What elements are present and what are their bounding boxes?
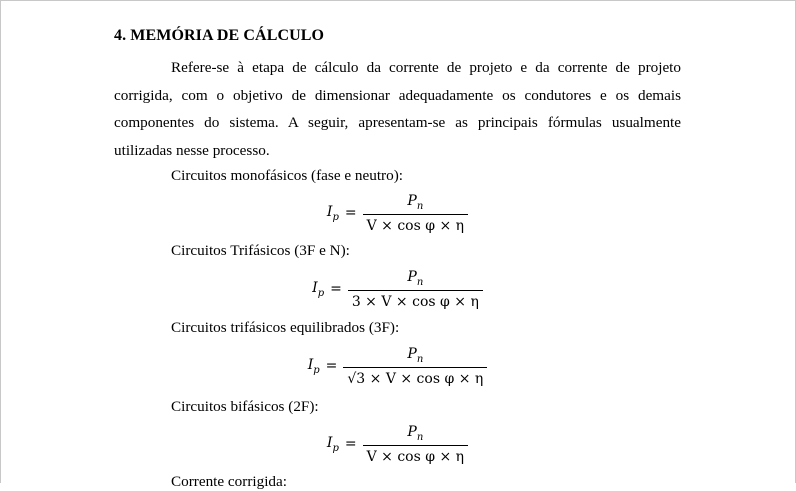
formula-fraction: $\frac{P_n}{\text{3 × V × cos φ × η}}$ <box>348 269 483 310</box>
formula-trifasico: $I_p$ = $\frac{P_n}{\text{3 × V × cos φ × η}}$ <box>114 269 681 310</box>
formula-lhs: $I_p$ <box>326 435 339 454</box>
formula-bifasico: $I_p$ = $\frac{P_n}{\text{V × cos φ × η}}$ <box>114 424 681 465</box>
formula-fraction: $\frac{P_n}{\text{√3 × V × cos φ × η}}$ <box>343 346 487 387</box>
formula-label-bifasico: Circuitos bifásicos (2F): <box>171 398 319 415</box>
formula-label-monofasico: Circuitos monofásicos (fase e neutro): <box>171 167 403 184</box>
formula-denominator: 3 × V × cos φ × η <box>351 293 479 310</box>
formula-denominator: V × cos φ × η <box>366 217 465 234</box>
formula-denominator: V × cos φ × η <box>366 448 465 465</box>
formula-lhs: $I_p$ <box>312 280 325 299</box>
formula-monofasico: $I_p$ = $\frac{P_n}{\text{V × cos φ × η}}$ <box>114 193 681 234</box>
formula-lhs: $I_p$ <box>307 357 320 376</box>
formula-label-corrente-corrigida: Corrente corrigida: <box>171 473 287 490</box>
formula-denominator: √3 × V × cos φ × η <box>347 370 484 387</box>
section-heading: 4. MEMÓRIA DE CÁLCULO <box>114 27 325 44</box>
intro-paragraph: Refere-se à etapa de cálculo da corrente de projeto e da corrente de projeto corrigida, com o objetivo de dimensionar adequadamente os condutores e os demais componentes do sistema. A seguir, apresentam-se as principais fórmulas usualmente utilizadas nesse processo. <box>114 59 681 159</box>
formula-fraction: $\frac{P_n}{\text{V × cos φ × η}}$ <box>363 424 468 465</box>
formula-label-trifasico: Circuitos Trifásicos (3F e N): <box>171 242 350 259</box>
formula-trifasico-equilibrado: $I_p$ = $\frac{P_n}{\text{√3 × V × cos φ × η}}$ <box>114 346 681 387</box>
formula-label-trifasico-equilibrado: Circuitos trifásicos equilibrados (3F): <box>171 319 400 336</box>
formula-lhs: $I_p$ <box>326 204 339 223</box>
formula-fraction: $\frac{P_n}{\text{V × cos φ × η}}$ <box>363 193 468 234</box>
